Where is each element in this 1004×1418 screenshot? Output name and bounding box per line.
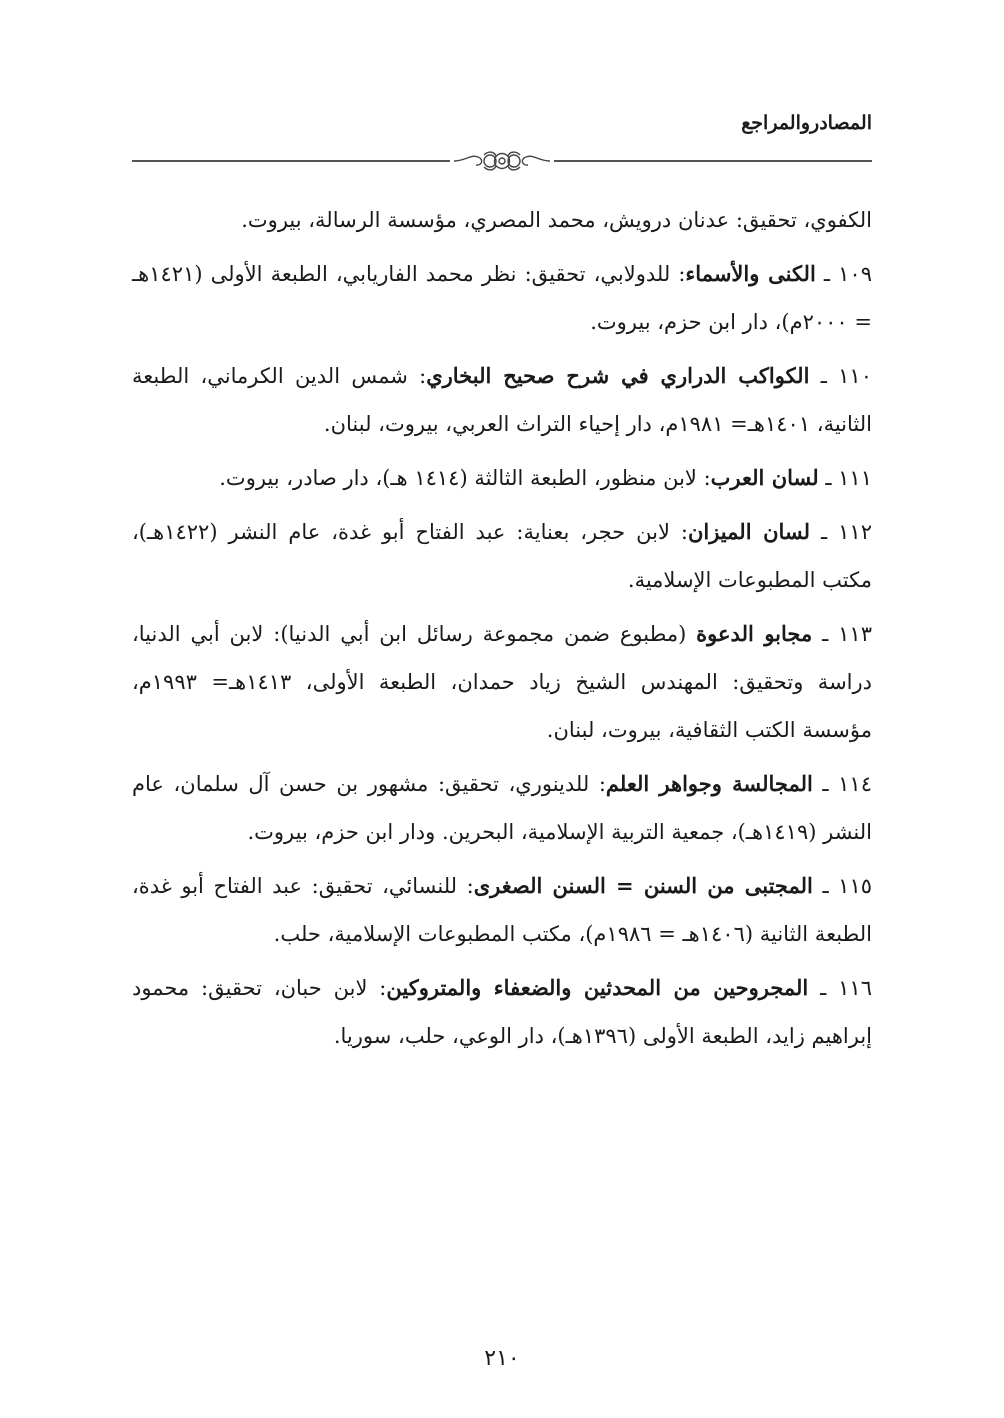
entry-details: (مطبوع ضمن مجموعة رسائل ابن أبي الدنيا): لابن أبي الدنيا، دراسة وتحقيق: المهندس الشيخ زياد حمدان، الطبعة الأولى، ١٤١٣هـ= ١٩٩٣م، مؤسسة الكتب الثقافية، بيروت، لبنان. bbox=[132, 622, 872, 742]
reference-entry-113 bbox=[132, 610, 872, 754]
entry-title: لسان الميزان bbox=[687, 519, 811, 544]
entry-title: الكواكب الدراري في شرح صحيح البخاري bbox=[426, 363, 810, 388]
reference-entry-109 bbox=[132, 250, 872, 346]
entry-title: المجتبى من السنن = السنن الصغرى bbox=[473, 873, 813, 898]
ornament-icon bbox=[452, 148, 552, 174]
divider-line-right bbox=[554, 160, 872, 162]
entry-title: الكنى والأسماء bbox=[685, 261, 816, 286]
entry-title: لسان العرب bbox=[710, 465, 819, 490]
reference-entry-115 bbox=[132, 862, 872, 958]
reference-entry-114 bbox=[132, 760, 872, 856]
reference-entry-116 bbox=[132, 964, 872, 1060]
entry-title: المجروحين من المحدثين والضعفاء والمتروكين bbox=[386, 975, 809, 1000]
entry-details: : للدينوري، تحقيق: مشهور بن حسن آل سلمان، عام النشر (١٤١٩هـ)، جمعية التربية الإسلامية، البحرين. ودار ابن حزم، بيروت. bbox=[132, 772, 872, 844]
running-header: المصادروالمراجع bbox=[741, 112, 872, 134]
entry-number: ١١٣ ـ bbox=[812, 622, 872, 646]
entry-details: : للدولابي، تحقيق: نظر محمد الفاريابي، الطبعة الأولى (١٤٢١هـ = ٢٠٠٠م)، دار ابن حزم، بيروت. bbox=[132, 262, 872, 334]
entry-details: : للنسائي، تحقيق: عبد الفتاح أبو غدة، الطبعة الثانية (١٤٠٦هـ = ١٩٨٦م)، مكتب المطبوعات الإسلامية، حلب. bbox=[132, 874, 872, 946]
entry-number: ١١٠ ـ bbox=[809, 364, 872, 388]
reference-entry-112 bbox=[132, 508, 872, 604]
entry-title: المجالسة وجواهر العلم bbox=[605, 771, 813, 796]
entry-number: ١١٥ ـ bbox=[812, 874, 873, 898]
reference-entry-continued bbox=[132, 196, 872, 244]
entry-number: ١١١ ـ bbox=[818, 466, 872, 490]
entry-number: ١٠٩ ـ bbox=[815, 262, 872, 286]
entry-number: ١١٢ ـ bbox=[810, 520, 872, 544]
entry-details: الكفوي، تحقيق: عدنان درويش، محمد المصري، مؤسسة الرسالة، بيروت. bbox=[241, 208, 872, 232]
entry-title: مجابو الدعوة bbox=[696, 621, 813, 646]
divider-line-left bbox=[132, 160, 450, 162]
entry-number: ١١٤ ـ bbox=[812, 772, 872, 796]
entry-details: : شمس الدين الكرماني، الطبعة الثانية، ١٤٠١هـ= ١٩٨١م، دار إحياء التراث العربي، بيروت، لبنان. bbox=[132, 364, 872, 436]
entry-details: : لابن منظور، الطبعة الثالثة (١٤١٤ هـ)، دار صادر، بيروت. bbox=[219, 466, 711, 490]
entry-details: : لابن حجر، بعناية: عبد الفتاح أبو غدة، عام النشر (١٤٢٢هـ)، مكتب المطبوعات الإسلامية. bbox=[132, 520, 872, 592]
reference-entry-111 bbox=[132, 454, 872, 502]
entry-details: : لابن حبان، تحقيق: محمود إبراهيم زايد، الطبعة الأولى (١٣٩٦هـ)، دار الوعي، حلب، سوريا. bbox=[132, 976, 872, 1048]
page-number: ٢١٠ bbox=[484, 1346, 520, 1371]
references-list bbox=[132, 196, 872, 1066]
entry-number: ١١٦ ـ bbox=[808, 976, 872, 1000]
reference-entry-110 bbox=[132, 352, 872, 448]
